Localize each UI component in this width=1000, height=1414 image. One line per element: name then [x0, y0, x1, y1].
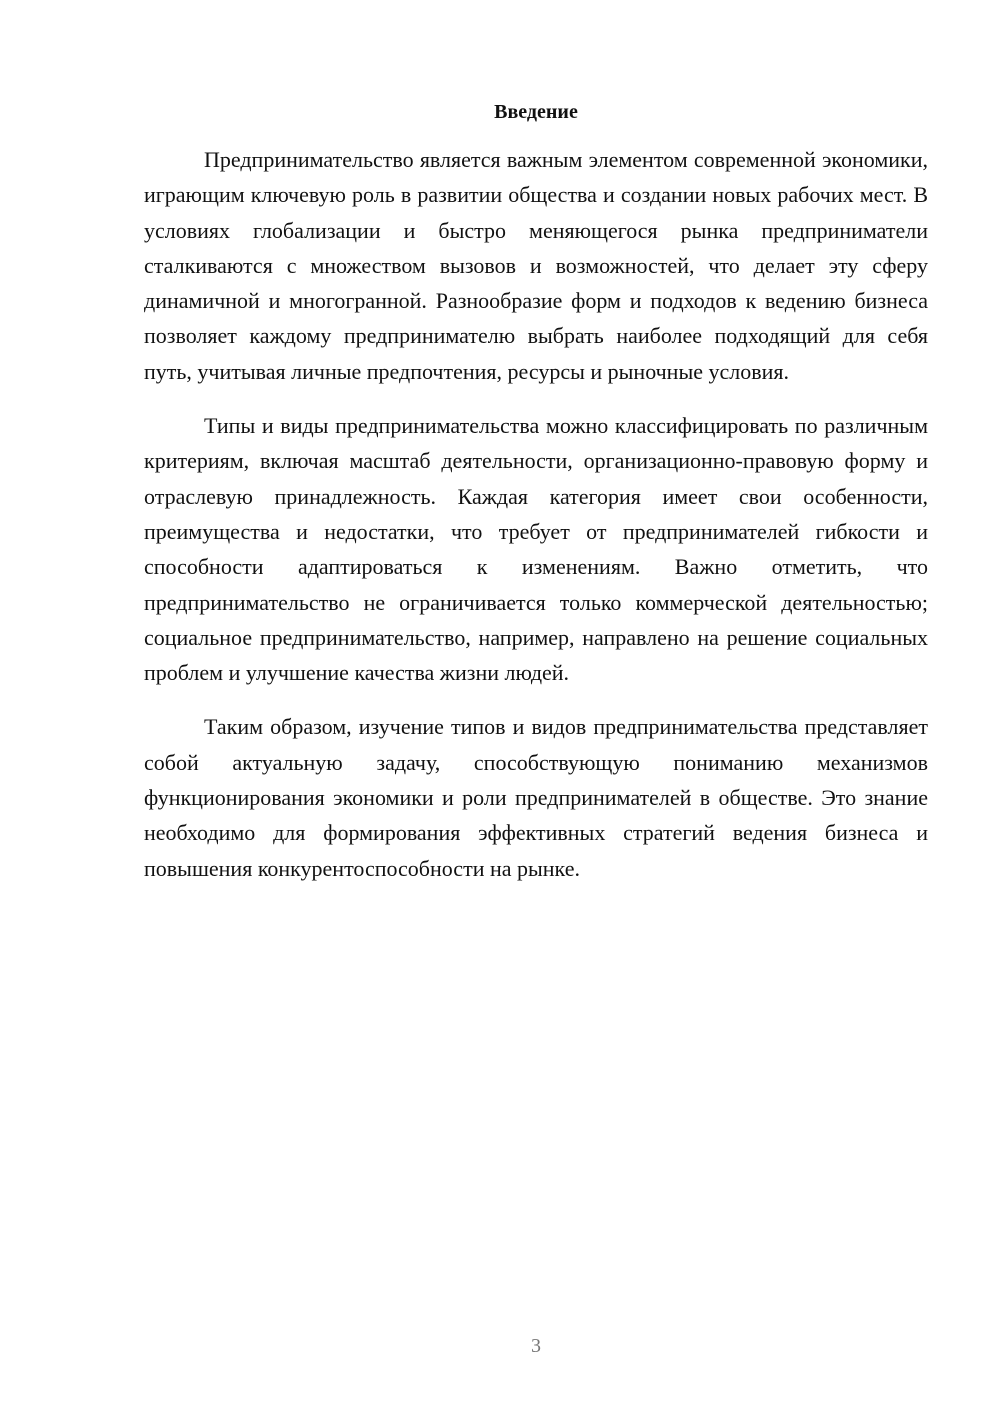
section-heading: Введение [494, 101, 578, 123]
paragraph-conclusion: Таким образом, изучение типов и видов предпринимательства представляет собой актуальную задачу, способствующую пониманию механизмов функционирования экономики и роли предпринимателей в обществе. Это знание необходимо для формирования эффективных стратегий ведения бизнеса и повышения конкурентоспособности на рынке. [144, 714, 928, 881]
paragraph-classification: Типы и виды предпринимательства можно классифицировать по различным критериям, включая масштаб деятельности, организационно-правовую форму и отраслевую принадлежность. Каждая категория имеет свои особенности, преимущества и недостатки, что требует от предпринимателей гибкости и способности адаптироваться к изменениям. Важно отметить, что предпринимательство не ограничивается только коммерческой деятельностью; социальное предпринимательство, например, направлено на решение социальных проблем и улучшение качества жизни людей. [144, 413, 928, 686]
paragraph-intro: Предпринимательство является важным элементом современной экономики, играющим ключевую роль в развитии общества и создании новых рабочих мест. В условиях глобализации и быстро меняющегося рынка предприниматели сталкиваются с множеством вызовов и возможностей, что делает эту сферу динамичной и многогранной. Разнообразие форм и подходов к ведению бизнеса позволяет каждому предпринимателю выбрать наиболее подходящий для себя путь, учитывая личные предпочтения, ресурсы и рыночные условия. [144, 147, 928, 384]
body-text [144, 142, 928, 905]
page-number: 3 [531, 1335, 541, 1357]
